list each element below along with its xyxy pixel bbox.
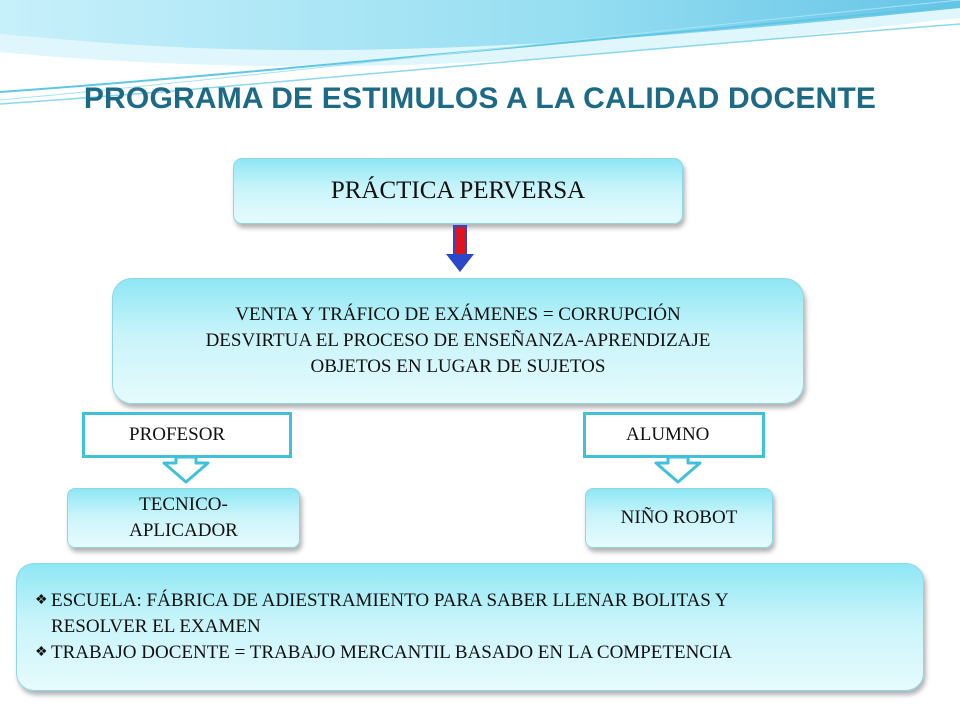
escuela-bullet-1-line-2: RESOLVER EL EXAMEN <box>51 616 261 637</box>
venta-line-2: DESVIRTUA EL PROCESO DE ENSEÑANZA-APRENDIZAJE <box>205 330 711 351</box>
alumno-label: ALUMNO <box>626 424 710 445</box>
practica-perversa-label: PRÁCTICA PERVERSA <box>330 177 586 204</box>
tecnico-line-1: TECNICO- <box>139 494 228 515</box>
escuela-bullet-2-text: TRABAJO DOCENTE = TRABAJO MERCANTIL BASADO EN LA COMPETENCIA <box>51 642 733 663</box>
venta-line-1: VENTA Y TRÁFICO DE EXÁMENES = CORRUPCIÓN <box>235 304 681 325</box>
alumno-label-box <box>583 412 765 458</box>
tecnico-line-2: APLICADOR <box>129 520 238 541</box>
nino-robot-box <box>585 488 773 548</box>
alumno-down-arrow-icon <box>654 456 702 484</box>
escuela-bullet-1-text <box>51 588 729 640</box>
venta-trafico-box <box>112 278 804 404</box>
profesor-down-arrow-icon <box>162 456 210 484</box>
escuela-box <box>16 563 924 691</box>
diamond-bullet-icon: ❖ <box>35 593 48 608</box>
page-title: PROGRAMA DE ESTIMULOS A LA CALIDAD DOCENTE <box>83 82 877 115</box>
venta-line-3: OBJETOS EN LUGAR DE SUJETOS <box>310 356 606 377</box>
diamond-bullet-icon: ❖ <box>35 645 48 660</box>
nino-robot-label: NIÑO ROBOT <box>620 507 738 528</box>
tecnico-aplicador-box <box>67 488 300 548</box>
down-arrow-icon <box>444 226 476 274</box>
profesor-label: PROFESOR <box>129 424 226 445</box>
profesor-label-box <box>82 412 292 458</box>
escuela-bullet-1 <box>35 588 729 640</box>
escuela-bullet-1-line-1: ESCUELA: FÁBRICA DE ADIESTRAMIENTO PARA SABER LLENAR BOLITAS Y <box>51 590 729 611</box>
escuela-bullet-2 <box>35 640 732 666</box>
practica-perversa-box <box>233 158 683 224</box>
